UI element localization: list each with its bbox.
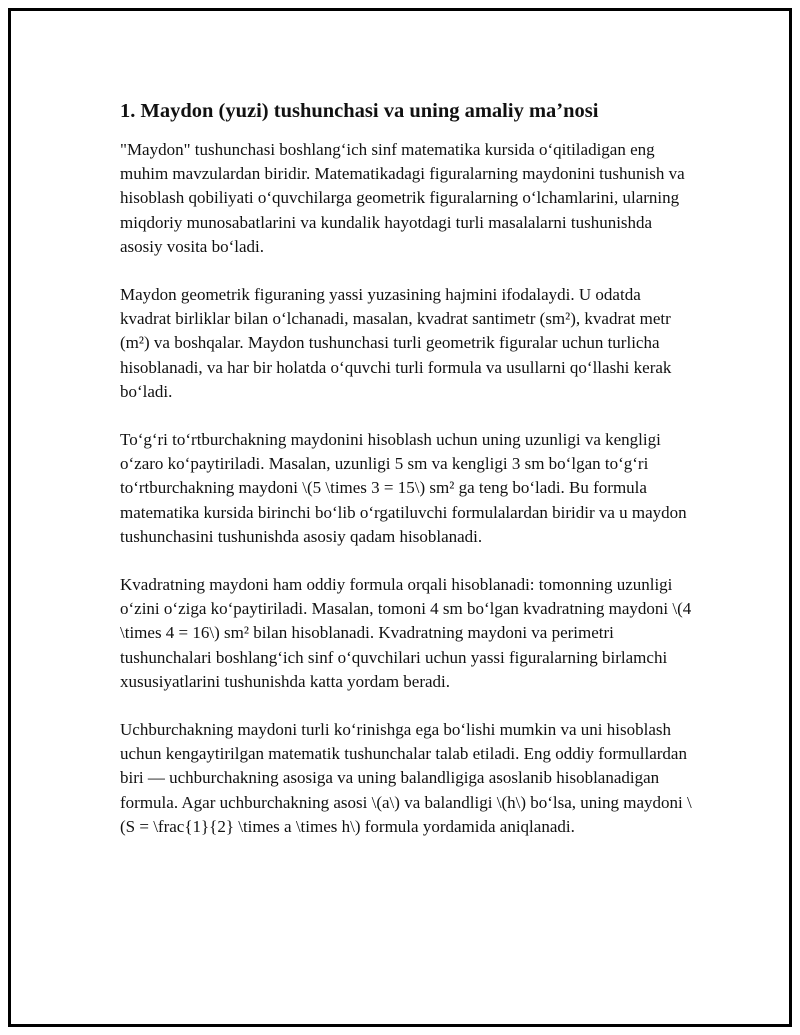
paragraph-5: Uchburchakning maydoni turli koʻrinishga ega boʻlishi mumkin va uni hisoblash uchun kengaytirilgan matematik tushunchalar talab etiladi. Eng oddiy formullardan biri — uchburchakning asosiga va uning balandligiga asoslanib hisoblanadigan formula. Agar uchburchakning asosi \(a\) va balandligi \(h\) boʻlsa, uning maydoni \(S = \frac{1}{2} \times a \times h\) formula yordamida aniqlanadi. [120,720,692,836]
section-heading: 1. Maydon (yuzi) tushunchasi va uning amaliy maʼnosi [120,100,599,122]
document-body [120,98,692,863]
paragraph-2: Maydon geometrik figuraning yassi yuzasining hajmini ifodalaydi. U odatda kvadrat birliklar bilan oʻlchanadi, masalan, kvadrat santimetr (sm²), kvadrat metr (m²) va boshqalar. Maydon tushunchasi turli geometrik figuralar uchun turlicha hisoblanadi, va har bir holatda oʻquvchi turli formula va usullarni qoʻllashi kerak boʻladi. [120,285,672,401]
paragraph-4: Kvadratning maydoni ham oddiy formula orqali hisoblanadi: tomonning uzunligi oʻzini oʻziga koʻpaytiriladi. Masalan, tomoni 4 sm boʻlgan kvadratning maydoni \(4 \times 4 = 16\) sm² bilan hisoblanadi. Kvadratning maydoni va perimetri tushunchalari boshlangʻich sinf oʻquvchilari uchun yassi figuralarning birlamchi xususiyatlarini tushunishda katta yordam beradi. [120,575,692,691]
paragraph-1: "Maydon" tushunchasi boshlangʻich sinf matematika kursida oʻqitiladigan eng muhim mavzulardan biridir. Matematikadagi figuralarning maydonini tushunish va hisoblash qobiliyati oʻquvchilarga geometrik figuralarning oʻlchamlarini, ularning miqdoriy munosabatlarini va kundalik hayotdagi turli masalalarni tushunishda asosiy vosita boʻladi. [120,140,685,256]
paragraph-3: Toʻgʻri toʻrtburchakning maydonini hisoblash uchun uning uzunligi va kengligi oʻzaro koʻpaytiriladi. Masalan, uzunligi 5 sm va kengligi 3 sm boʻlgan toʻgʻri toʻrtburchakning maydoni \(5 \times 3 = 15\) sm² ga teng boʻladi. Bu formula matematika kursida birinchi boʻlib oʻrgatiluvchi formulalardan biridir va u maydon tushunchasini tushunishda asosiy qadam hisoblanadi. [120,430,687,546]
page-frame [8,8,792,1027]
